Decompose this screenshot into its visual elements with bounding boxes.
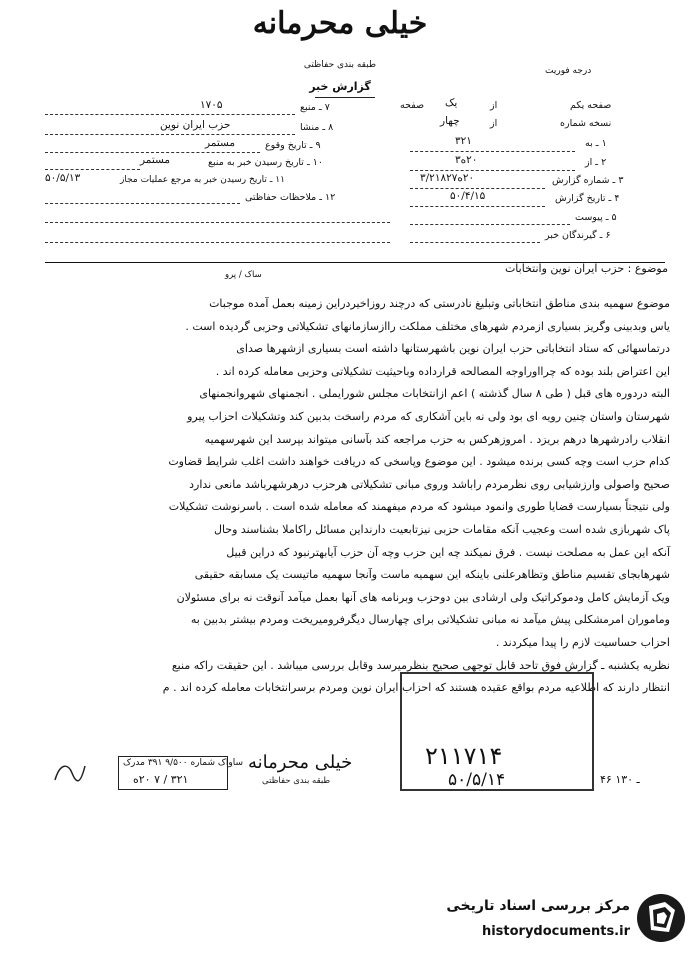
event-date-line: [45, 152, 260, 153]
margin-note: ساک / پرو: [225, 270, 262, 280]
receipt-date-label: ۱۰ ـ تاریخ رسیدن خبر به منبع: [208, 157, 323, 168]
body-line: انتظار دارند که اطلاعیه مردم بواقع عقیده هستند که احزاب ایران نوین ومردم برسرانتخابات معامله کرده اند . م: [162, 681, 670, 695]
security-notes-line-2: [45, 222, 390, 223]
body-line: موضوع سهمیه بندی مناطق انتخاباتی وتبلیغ نادرستی که درچند روزاخیردراین زمینه بعمل آمده موجبات: [209, 297, 670, 310]
source-label: ۷ ـ منبع: [300, 102, 330, 113]
body-line: این اعتراض بلند بوده که چرااوراوجه المصالحه قرارداده وباحیثیت تشکیلاتی وحزبی معامله کرده اند .: [215, 364, 670, 378]
title-underline: [315, 97, 375, 98]
ops-date-value: ۵۰/۵/۱۳: [45, 172, 81, 184]
archive-name: مرکز بررسی اسناد تاریخی: [446, 898, 630, 914]
classification-title: خیلی محرمانه: [252, 6, 428, 41]
body-line: انقلاب رادرشهرها درهم بریزد . امروزهرکس به حزب مراجعه کند بآسانی میتواند بپرسد این شهرسهمیه: [204, 432, 670, 446]
origin-label: ۸ ـ منشا: [300, 122, 334, 133]
priority-label: درجه فوریت: [545, 66, 592, 76]
copy-number-label: نسخه شماره: [560, 118, 612, 129]
recipients-label: ۶ ـ گیرندگان خبر: [545, 230, 611, 241]
body-line: شهرهابجای تقسیم مناطق وتظاهرعلنی باینکه این سهمیه ماست وآنجا سهمیه ماتیست یک مسابقه حقیقی: [194, 568, 670, 582]
ops-date-label: ۱۱ ـ تاریخ رسیدن خبر به مرجع عملیات مجاز: [120, 175, 285, 185]
body-line: نظریه یکشنبه ـ گزارش فوق تاحد قابل توجهی صحیح بنظرمیرسد وقابل بررسی میباشد . این حقیقت راکه منبع: [171, 658, 670, 672]
savak-stamp-line1: ساواک شماره ۹/۵۰۰ ۳۹۱ مدرک: [123, 758, 244, 768]
security-notes-label: ۱۲ ـ ملاحظات حفاظتی: [245, 192, 336, 203]
footer-code: ۴۶ ـ ۱۳۰: [600, 773, 640, 786]
body-line: البته دردوره های قبل ( طی ۸ سال گذشته ) اعم ازانتخابات مجلس شورایملی . انجمنهای شهروانجمنهای: [199, 387, 670, 401]
page-count-value: یک: [445, 97, 458, 109]
event-date-label: ۹ ـ تاریخ وقوع: [265, 140, 321, 151]
registration-date: ۵۰/۵/۱۴: [448, 770, 506, 790]
body-line: وماموران امرمشکلی پیش میآمد نه مبانی تشکیلاتی برای چهارسال دیگرفروميريخت ومردم بیشتر بدبین به: [190, 613, 670, 627]
report-number-label: ۳ ـ شماره گزارش: [552, 175, 624, 186]
report-number-value: ۲۰ه۳/۲۱۸۲۷: [420, 172, 475, 184]
page-count-mid: از: [490, 100, 498, 111]
report-date-label: ۴ ـ تاریخ گزارش: [555, 193, 620, 204]
archive-logo-icon: [635, 892, 687, 944]
attachment-label: ۵ ـ پیوست: [575, 212, 617, 223]
subject-line: موضوع : حزب ایران نوین وانتخابات: [504, 262, 668, 275]
security-notes-line-3: [45, 242, 390, 243]
report-body: [52, 293, 670, 700]
body-line: کدام حزب است وچه کسی برنده میشود . این موضوع وپاسخی که دریافت خواهند داشت اغلب شرایط قضاوت: [168, 455, 670, 469]
field-from-value: ۲۰ه۳: [455, 154, 478, 166]
source-line: [45, 114, 295, 115]
page-count-tail: صفحه: [400, 100, 425, 111]
event-date-value: مستمر: [205, 137, 236, 149]
body-line: صحیح واصولی وارزشیابی روی نظرمردم راباشد وروی مبانی تشکیلاتی هرحزب درهرشهرباشد مانعی ندارد: [189, 477, 670, 491]
field-to-value: ۳۲۱: [455, 135, 472, 147]
attachment-line: [410, 224, 570, 225]
registration-number: ۲۱۱۷۱۴: [425, 742, 503, 770]
savak-stamp-line2: ۳۲۱ / ۷ ۲۰ه: [133, 773, 189, 786]
report-title: گزارش خبر: [309, 80, 371, 93]
signature-classification: طبقه بندی حفاظتی: [262, 776, 331, 786]
archive-url: historydocuments.ir: [481, 924, 630, 939]
body-line: ویک آزمایش کامل ودموکراتیک ولی ارشادی بین دوحزب وبرنامه های آنها بعمل میآمد آنوقت نه برای مسئولان: [176, 590, 670, 604]
report-date-line: [410, 206, 545, 207]
savak-stamp: [118, 756, 244, 790]
body-line: شهرستان واستان چنین رویه ای بود ولی نه باین آشکاری که مردم راسخت بدبین کند وتشکیلات احزاب پیرو: [187, 409, 670, 423]
body-line: پاک شهربازی شده است وعجیب آنکه مقامات حزبی نیزتابعیت دارنداین مسائل راکاملا بشناسند وحال: [213, 522, 670, 536]
body-line: آنکه این عمل به مصلحت نیست . فرق نمیکند چه این حزب وچه آن حزب آیابهترنبود که دراین قبیل: [226, 545, 670, 559]
body-line: درتماسهائی که ستاد انتخاباتی حزب ایران نوین باشهرستانها داشته است بسیاری ازشهرها صدای: [236, 342, 670, 356]
body-line: ولی نتیجتاً بسیارست قضایا طوری وانمود میشود که مردم میفهمند که معامله شده است . باسرنوشت تشکیلات: [168, 500, 670, 514]
receipt-date-value: مستمر: [140, 154, 171, 166]
origin-value: حزب ایران نوین: [160, 119, 231, 131]
initials-scribble: [50, 758, 90, 788]
page-count-label: صفحه یکم: [570, 100, 612, 111]
origin-line: [45, 134, 295, 135]
recipients-line: [410, 242, 540, 243]
report-date-value: ۵۰/۴/۱۵: [450, 190, 486, 202]
field-from-label: ۲ ـ از: [585, 157, 607, 168]
receipt-date-line: [45, 169, 140, 170]
field-to-label: ۱ ـ به: [585, 138, 607, 149]
field-to-line: [410, 151, 575, 152]
body-line: یاس وبدبینی وگریز بسیاری ازمردم شهرهای مختلف مملکت راازسازمانهای تشکیلاتی وحزبی گردیده است .: [185, 319, 670, 333]
signature-title: خیلی محرمانه: [248, 752, 353, 773]
security-notes-line: [45, 203, 240, 204]
report-number-line: [410, 188, 545, 189]
copy-number-mid: از: [490, 118, 498, 129]
field-from-line: [410, 170, 575, 171]
copy-number-value: چهار: [440, 115, 460, 127]
classification-subtitle: طبقه بندی حفاظتی: [303, 60, 377, 70]
body-line: احزاب حساسیت لازم را پیدا میکردند .: [495, 635, 670, 649]
source-value: ۱۷۰۵: [200, 99, 223, 111]
